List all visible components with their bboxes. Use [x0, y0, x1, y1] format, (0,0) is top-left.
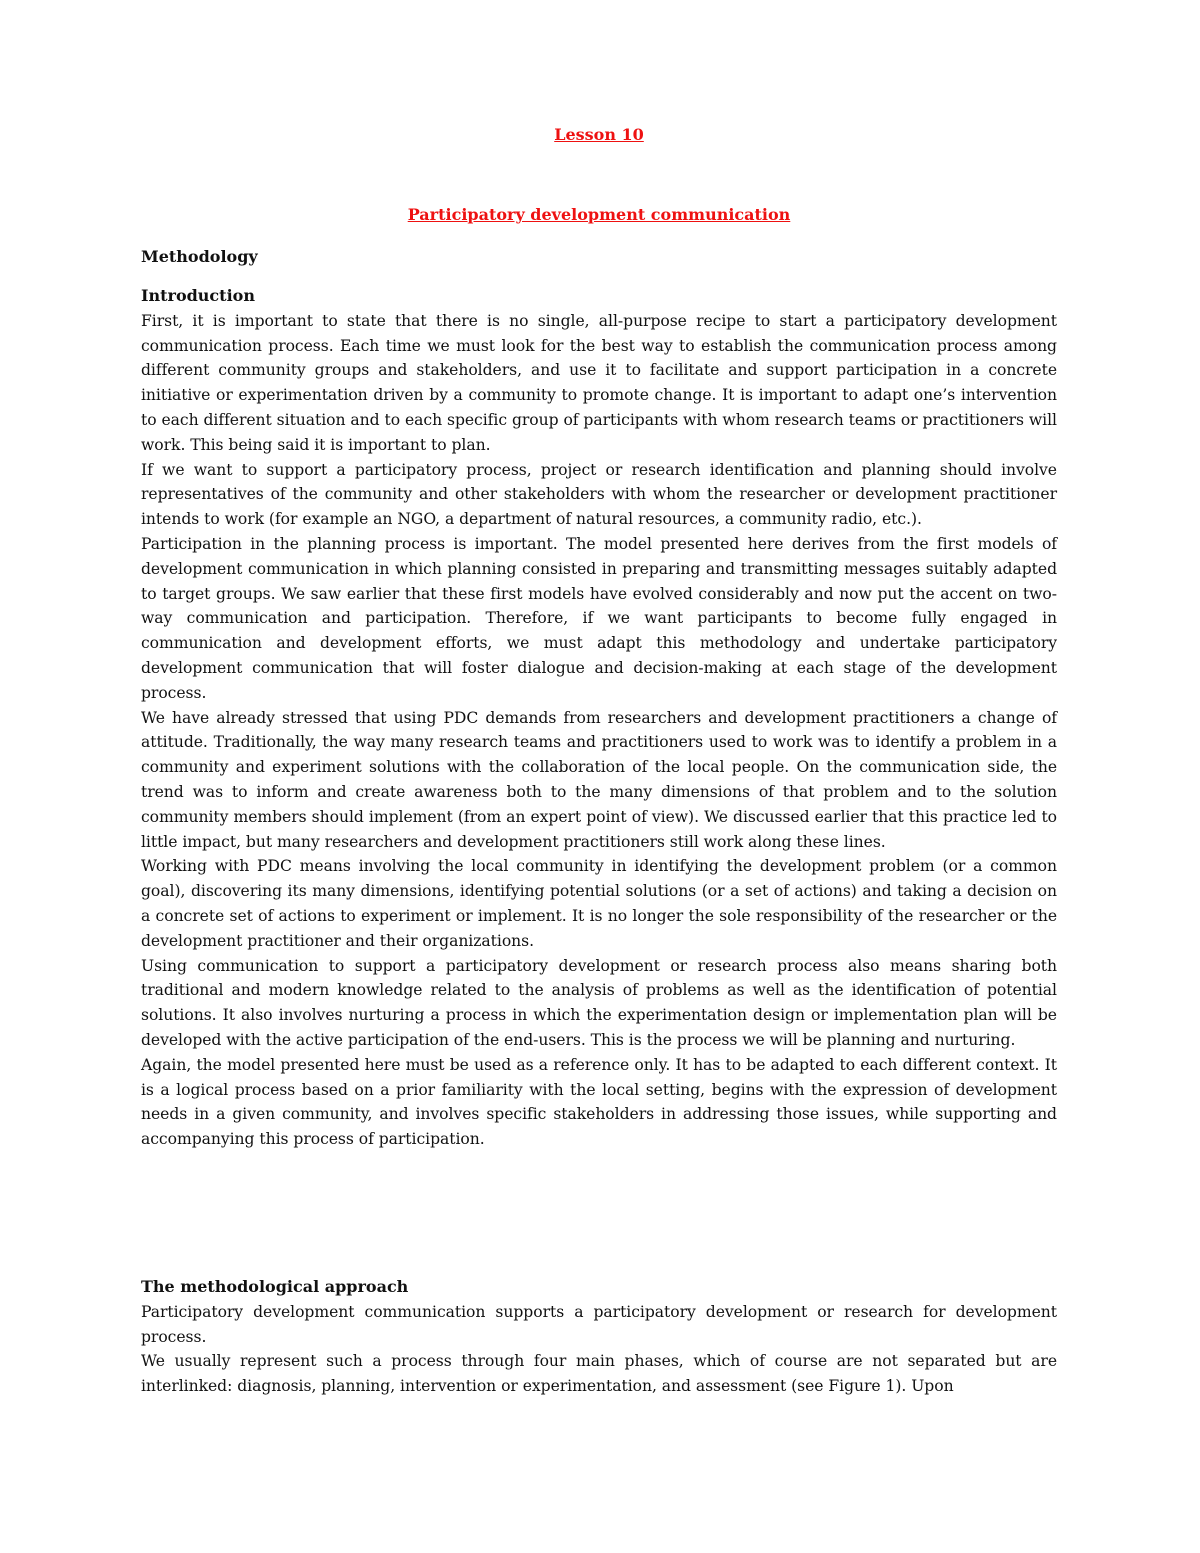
approach-paragraph-2: We usually represent such a process through four main phases, which of course are not separated but are interlinked: diagnosis, planning, intervention or experimentation, and assessment (see Figure 1). Upon [141, 1352, 1057, 1396]
introduction-paragraph-5: Working with PDC means involving the local community in identifying the development problem (or a common goal), discovering its many dimensions, identifying potential solutions (or a set of actions) and taking a decision on a concrete set of actions to experiment or implement. It is no longer the sole responsibility of the researcher or the development practitioner and their organizations. [141, 857, 1057, 950]
methodological-approach-section [141, 1275, 1057, 1399]
introduction-paragraph-6: Using communication to support a participatory development or research process also means sharing both traditional and modern knowledge related to the analysis of problems as well as the identification of potential solutions. It also involves nurturing a process in which the experimentation design or implementation plan will be developed with the active participation of the end-users. This is the process we will be planning and nurturing. [141, 956, 1057, 1049]
lesson-title: Lesson 10 [554, 125, 644, 144]
introduction-paragraph-3: Participation in the planning process is important. The model presented here derives from the first models of development communication in which planning consisted in preparing and transmitting messages suitably adapted to target groups. We saw earlier that these first models have evolved considerably and now put the accent on two-way communication and participation. Therefore, if we want participants to become fully engaged in communication and development efforts, we must adapt this methodology and undertake participatory development communication that will foster dialogue and decision-making at each stage of the development process. [141, 534, 1057, 702]
document-title: Participatory development communication [407, 205, 791, 224]
introduction-heading: Introduction [141, 286, 255, 305]
introduction-paragraph-2: If we want to support a participatory process, project or research identification and planning should involve representatives of the community and other stakeholders with whom the researcher or development practitioner intends to work (for example an NGO, a department of natural resources, a community radio, etc.). [141, 460, 1057, 529]
introduction-paragraph-4: We have already stressed that using PDC demands from researchers and development practitioners a change of attitude. Traditionally, the way many research teams and practitioners used to work was to identify a problem in a community and experiment solutions with the collaboration of the local people. On the communication side, the trend was to inform and create awareness both to the many dimensions of that problem and to the solution community members should implement (from an expert point of view). We discussed earlier that this practice led to little impact, but many researchers and development practitioners still work along these lines. [141, 708, 1057, 851]
approach-heading: The methodological approach [141, 1277, 409, 1296]
methodology-heading: Methodology [141, 247, 258, 266]
introduction-section [141, 284, 1057, 1152]
introduction-paragraph-1: First, it is important to state that there is no single, all-purpose recipe to start a participatory development communication process. Each time we must look for the best way to establish the communication process among different community groups and stakeholders, and use it to facilitate and support participation in a concrete initiative or experimentation driven by a community to promote change. It is important to adapt one’s intervention to each different situation and to each specific group of participants with whom research teams or practitioners will work. This being said it is important to plan. [141, 311, 1057, 454]
approach-paragraph-1: Participatory development communication supports a participatory development or research for development process. [141, 1302, 1057, 1346]
introduction-paragraph-7: Again, the model presented here must be used as a reference only. It has to be adapted to each different context. It is a logical process based on a prior familiarity with the local setting, begins with the expression of development needs in a given community, and involves specific stakeholders in addressing those issues, while supporting and accompanying this process of participation. [141, 1055, 1057, 1149]
